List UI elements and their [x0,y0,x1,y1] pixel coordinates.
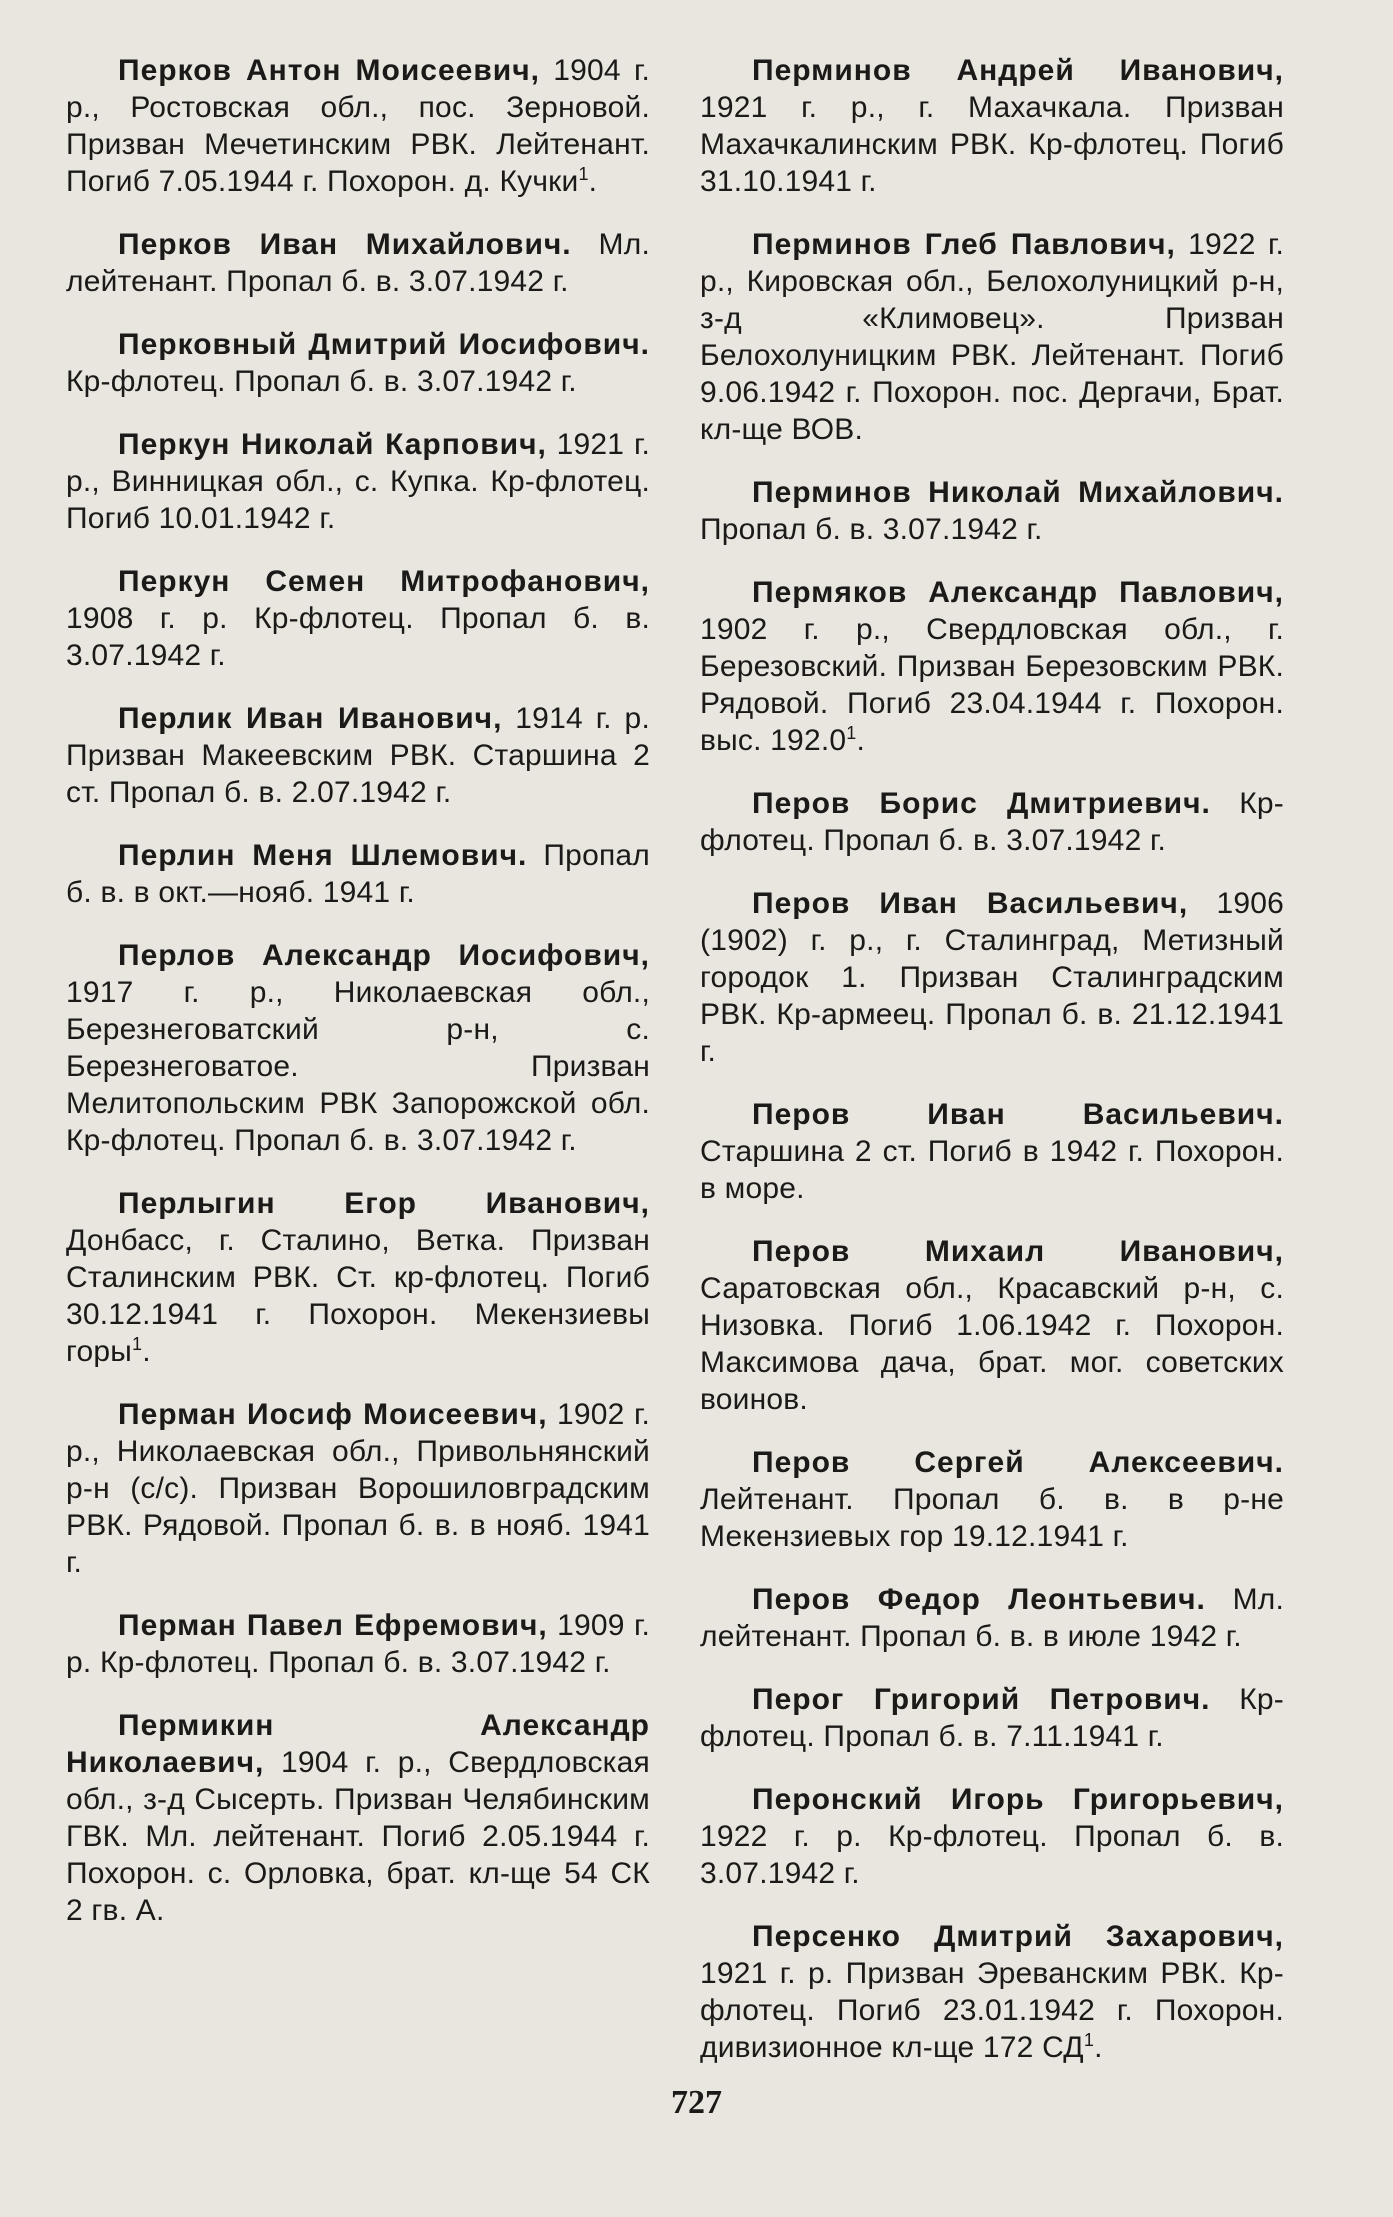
person-name: Перков Антон Моисеевич, [118,54,540,87]
entry-details: Пропал б. в. в окт.—нояб. 1941 г. [66,839,650,909]
person-name: Перов Борис Дмитриевич. [752,787,1211,820]
person-entry [66,563,650,674]
person-entry [700,1681,1284,1755]
person-entry [66,700,650,811]
person-name: Перкун Николай Карпович, [118,428,547,461]
entry-details: 1904 г. р., Ростовская обл., пос. Зерновой. Призван Мечетинским РВК. Лейтенант. Погиб 7.05.1944 г. Похорон. д. Кучки [66,54,650,198]
footnote-mark: 1 [1083,2030,1095,2050]
person-name: Перов Иван Васильевич, [752,887,1189,920]
person-name: Перминов Глеб Павлович, [752,228,1176,261]
entry-details: 1922 г. р. Кр-флотец. Пропал б. в. 3.07.1942 г. [700,1820,1284,1890]
entry-details: 1917 г. р., Николаевская обл., Березнеговатский р-н, с. Березнеговатое. Призван Мелитопольским РВК Запорожской обл. Кр-флотец. Пропал б. в. 3.07.1942 г. [66,976,650,1157]
entry-details: 1904 г. р., Свердловская обл., з-д Сысерть. Призван Челябинским ГВК. Мл. лейтенант. Погиб 2.05.1944 г. Похорон. с. Орловка, брат. кл-ще 54 СК 2 гв. А. [66,1746,650,1927]
person-entry [700,1233,1284,1418]
entry-details: 1922 г. р., Кировская обл., Белохолуницкий р-н, з-д «Климовец». Призван Белохолуницким РВК. Лейтенант. Погиб 9.06.1942 г. Похорон. пос. Дергачи, Брат. кл-ще ВОВ. [700,228,1284,446]
entry-details: Саратовская обл., Красавский р-н, с. Низовка. Погиб 1.06.1942 г. Похорон. Максимова дача, брат. мог. советских воинов. [700,1272,1284,1416]
person-entry [66,1607,650,1681]
person-name: Перман Иосиф Моисеевич, [118,1398,548,1431]
person-name: Перминов Николай Михайлович. [752,476,1284,509]
entry-details: 1914 г. р. Призван Макеевским РВК. Старшина 2 ст. Пропал б. в. 2.07.1942 г. [66,702,650,809]
person-name: Перковный Дмитрий Иосифович. [118,328,650,361]
person-entry: Перков Антон Моисеевич, 1904 г. р., Ростовская обл., пос. Зерновой. Призван Мечетинским РВК. Лейтенант. Погиб 7.05.1944 г. Похорон. д. Кучки$^1$. [66,54,650,198]
entry-details: 1902 г. р., Свердловская обл., г. Березовский. Призван Березовским РВК. Рядовой. Погиб 23.04.1944 г. Похорон. выс. 192.0 [700,613,1284,757]
entry-details: Донбасс, г. Сталино, Ветка. Призван Сталинским РВК. Ст. кр-флотец. Погиб 30.12.1941 г. Похорон. Мекензиевы горы [66,1224,650,1368]
person-entry: Перлыгин Егор Иванович, Донбасс, г. Сталино, Ветка. Призван Сталинским РВК. Ст. кр-флотец. Погиб 30.12.1941 г. Похорон. Мекензиевы горы$^1$. [66,1187,650,1368]
person-entry [700,52,1284,200]
entry-details: Лейтенант. Пропал б. в. в р-не Мекензиевых гор 19.12.1941 г. [700,1483,1284,1553]
entry-details: Кр-флотец. Пропал б. в. 7.11.1941 г. [700,1683,1284,1753]
person-entry [700,785,1284,859]
person-name: Перлов Александр Иосифович, [118,939,650,972]
person-entry [700,1781,1284,1892]
person-entry [66,837,650,911]
person-name: Перман Павел Ефремович, [118,1609,548,1642]
entry-details: 1909 г. р. Кр-флотец. Пропал б. в. 3.07.1942 г. [66,1609,650,1679]
person-entry [66,1707,650,1929]
person-name: Перов Иван Васильевич. [752,1098,1284,1131]
entry-details: 1906 (1902) г. р., г. Сталинград, Метизный городок 1. Призван Сталинградским РВК. Кр-армеец. Пропал б. в. 21.12.1941 г. [700,887,1284,1068]
person-name: Перог Григорий Петрович. [752,1683,1211,1716]
person-entry [66,937,650,1159]
person-entry [700,1581,1284,1655]
footnote-mark: 1 [846,723,857,743]
person-name: Перлик Иван Иванович, [118,702,503,735]
footnote-mark: 1 [132,1334,143,1354]
person-name: Перков Иван Михайлович. [118,228,572,261]
person-entry [700,226,1284,448]
person-name: Перов Сергей Алексеевич. [752,1446,1284,1479]
entry-details: Мл. лейтенант. Пропал б. в. 3.07.1942 г. [66,228,650,298]
person-name: Перов Михаил Иванович, [752,1235,1284,1268]
entry-details: Пропал б. в. 3.07.1942 г. [700,513,1043,546]
person-entry [700,885,1284,1070]
footnote-mark: 1 [578,164,589,184]
person-entry [66,326,650,400]
person-entry [700,1444,1284,1555]
person-entry: Пермяков Александр Павлович, 1902 г. р., Свердловская обл., г. Березовский. Призван Березовским РВК. Рядовой. Погиб 23.04.1944 г. Похорон. выс. 192.0$^1$. [700,576,1284,757]
person-name: Перлин Меня Шлемович. [118,839,528,872]
entry-details: 1921 г. р., Винницкая обл., с. Купка. Кр-флотец. Погиб 10.01.1942 г. [66,428,650,535]
person-entry [66,426,650,537]
entry-details: Кр-флотец. Пропал б. в. 3.07.1942 г. [66,365,577,398]
person-entry [700,1096,1284,1207]
person-entry: Персенко Дмитрий Захарович, 1921 г. р. Призван Эреванским РВК. Кр-флотец. Погиб 23.01.1942 г. Похорон. дивизионное кл-ще 172 $СД^1$. [700,1920,1284,2064]
person-name: Перминов Андрей Иванович, [752,54,1284,87]
right-column [700,52,1284,2092]
person-name: Персенко Дмитрий Захарович, [752,1920,1284,1953]
person-entry [66,226,650,300]
person-entry [66,1396,650,1581]
page-number: 727 [671,2084,722,2121]
entry-details: 1908 г. р. Кр-флотец. Пропал б. в. 3.07.1942 г. [66,602,650,672]
entry-details: 1921 г. р. Призван Эреванским РВК. Кр-флотец. Погиб 23.01.1942 г. Похорон. дивизионное кл-ще 172 СД [700,1957,1284,2064]
person-name: Пермикин Александр Николаевич, [66,1709,650,1779]
person-name: Перов Федор Леонтьевич. [752,1583,1206,1616]
entry-details: Мл. лейтенант. Пропал б. в. в июле 1942 г. [700,1583,1284,1653]
person-name: Перкун Семен Митрофанович, [118,565,650,598]
entry-details: 1902 г. р., Николаевская обл., Привольнянский р-н (с/с). Призван Ворошиловградским РВК. Рядовой. Пропал б. в. в нояб. 1941 г. [66,1398,650,1579]
entry-details: Старшина 2 ст. Погиб в 1942 г. Похорон. в море. [700,1135,1284,1205]
person-name: Перонский Игорь Григорьевич, [752,1783,1284,1816]
entry-details: 1921 г. р., г. Махачкала. Призван Махачкалинским РВК. Кр-флотец. Погиб 31.10.1941 г. [700,91,1284,198]
person-name: Перлыгин Егор Иванович, [118,1187,650,1220]
left-column [66,52,650,1955]
person-name: Пермяков Александр Павлович, [752,576,1284,609]
entry-details: Кр-флотец. Пропал б. в. 3.07.1942 г. [700,787,1284,857]
person-entry [700,474,1284,548]
